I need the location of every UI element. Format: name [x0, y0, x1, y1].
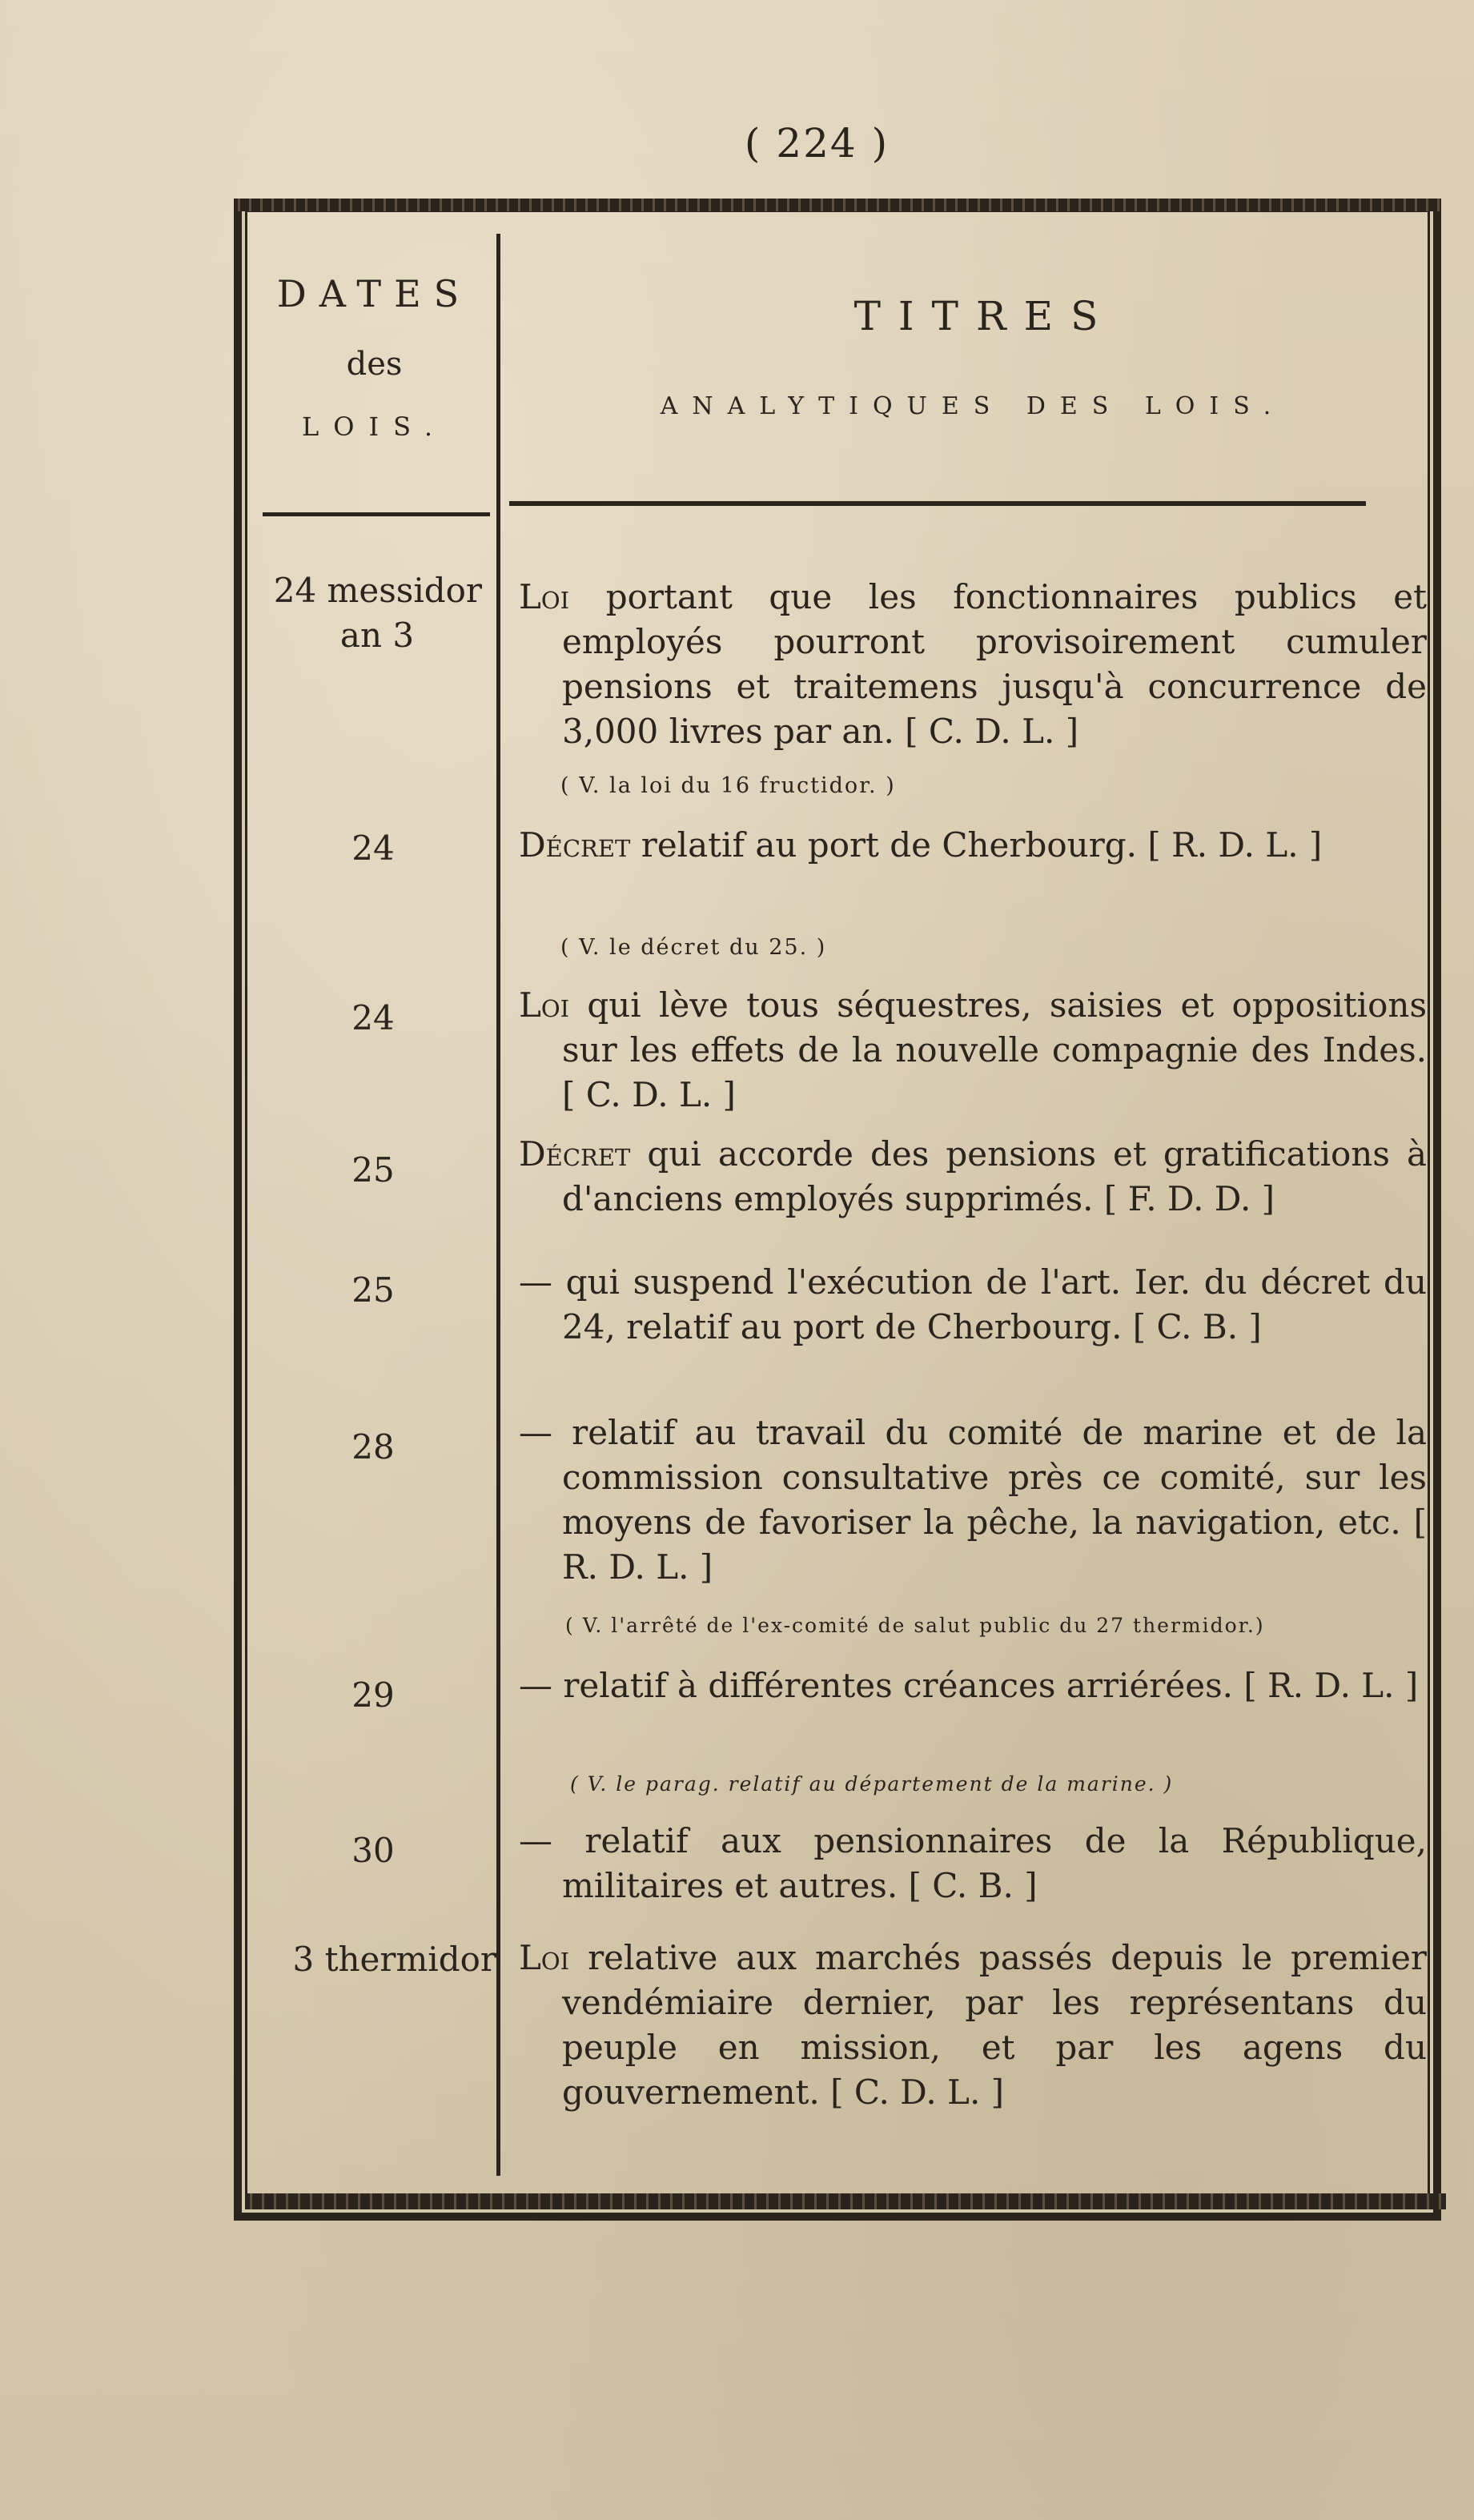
entry-lead: Décret: [519, 825, 631, 865]
entry-date: 3 thermidor: [292, 1940, 496, 1979]
entry-body: qui accorde des pensions et gratifications à d'anciens employés supprimés. [ F. D. D. ]: [562, 1134, 1427, 1218]
entry-date: 24: [351, 829, 395, 868]
entry-date-day: 24 messidor: [273, 571, 482, 610]
header-rule-left: [263, 512, 490, 516]
header-titres: TITRES: [853, 293, 1116, 339]
header-lois: LOIS.: [301, 411, 448, 442]
entry-body: qui lève tous séquestres, saisies et oppositions sur les effets de la nouvelle compagnie des Indes. [ C. D. L. ]: [562, 985, 1427, 1114]
entry-body: relatif au port de Cherbourg. [ R. D. L. ]: [641, 825, 1323, 865]
entry-date-year: an 3: [339, 616, 415, 655]
entry-text: [519, 1132, 1427, 1222]
entry-date: 29: [351, 1675, 395, 1715]
header-rule-right: [509, 501, 1366, 506]
entry-text: [519, 1936, 1427, 2115]
header-analytiques: ANALYTIQUES DES LOIS.: [660, 392, 1286, 420]
entry-text: — relatif au travail du comité de marine et de la commission consultative près ce comité, sur les moyens de favoriser la pêche, la navigation, etc. [ R. D. L. ]: [519, 1413, 1427, 1587]
entry-lead: Décret: [519, 1134, 631, 1174]
entry-lead: Loi: [519, 985, 570, 1025]
entry-text: — relatif aux pensionnaires de la République, militaires et autres. [ C. B. ]: [519, 1821, 1427, 1905]
entry-body: relative aux marchés passés depuis le premier vendémiaire dernier, par les représentans du peuple en mission, et par les agens du gouvernement. [ C. D. L. ]: [562, 1938, 1427, 2112]
column-divider: [496, 234, 500, 2176]
entry-date: [264, 568, 482, 658]
entry-note: ( V. le parag. relatif au département de la marine. ): [570, 1772, 1174, 1796]
entry-date: 24: [351, 998, 395, 1037]
header-dates: DATES: [276, 272, 472, 315]
header-des: des: [346, 346, 403, 383]
table-border-top: [234, 199, 1441, 211]
entry-date: 30: [351, 1831, 395, 1870]
entry-date: 28: [351, 1427, 395, 1467]
entry-text: [519, 575, 1427, 754]
entry-date: 25: [351, 1150, 395, 1190]
entry-text: [519, 983, 1427, 1118]
table-border-bottom: [245, 2193, 1446, 2209]
entry-lead: Loi: [519, 577, 570, 616]
entry-text: [519, 823, 1427, 868]
entry-note: ( V. la loi du 16 fructidor. ): [560, 773, 896, 798]
entry-note: ( V. l'arrêté de l'ex-comité de salut public du 27 thermidor.): [565, 1614, 1265, 1637]
page-number: ( 224 ): [744, 120, 890, 167]
entry-date: 25: [351, 1270, 395, 1310]
entry-text: — relatif à différentes créances arriérées. [ R. D. L. ]: [519, 1666, 1419, 1705]
entry-body: portant que les fonctionnaires publics et employés pourront provisoirement cumuler pensions et traitemens jusqu'à concurrence de 3,000 livres par an. [ C. D. L. ]: [562, 577, 1427, 751]
entry-note: ( V. le décret du 25. ): [560, 935, 827, 960]
entry-lead: Loi: [519, 1938, 570, 1977]
entry-text: — qui suspend l'exécution de l'art. Ier. du décret du 24, relatif au port de Cherbourg. [ C. B. ]: [519, 1262, 1427, 1346]
